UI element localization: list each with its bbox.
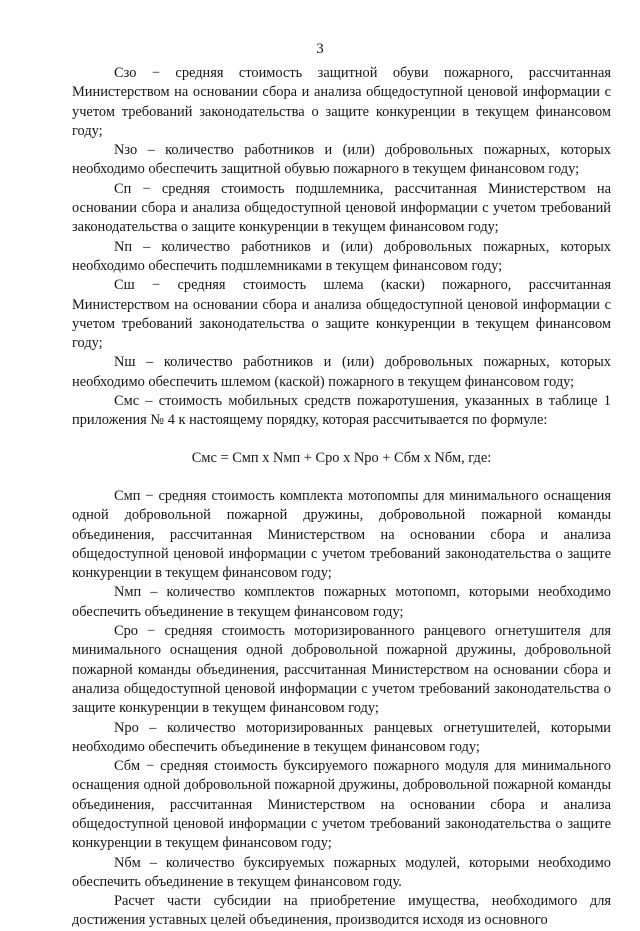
definition-sms [72, 392, 611, 431]
symbol-sbm: Сбм [114, 758, 141, 775]
symbol-nro: Nро [114, 719, 139, 736]
definition-nzo-text: – количество работников и (или) добровольных пожарных, которых необходимо обеспечить защитной обувью пожарного в текущем финансовом году; [72, 142, 611, 178]
symbol-sp: Сп [114, 180, 132, 197]
definition-nsh-text: – количество работников и (или) добровольных пожарных, которых необходимо обеспечить шлемом (каской) пожарного в текущем финансовом году; [72, 354, 611, 390]
symbol-nzo: Nзо [114, 142, 138, 159]
symbol-ssh: Сш [114, 277, 135, 294]
definition-nmp [72, 583, 611, 622]
definition-sro [72, 622, 611, 718]
definition-sbm [72, 757, 611, 853]
definition-ssh-text: − средняя стоимость шлема (каски) пожарного, рассчитанная Министерством на основании сбора и анализа общедоступной ценовой информации с учетом требований законодательства о защите конкуренции в текущем финансовом году; [72, 277, 611, 352]
symbol-nmp: Nмп [114, 584, 142, 601]
definition-ssh [72, 276, 611, 353]
definition-np-text: – количество работников и (или) добровольных пожарных, которых необходимо обеспечить подшлемниками в текущем финансовом году; [72, 238, 611, 274]
document-body [72, 64, 611, 931]
symbol-szo: Сзо [114, 65, 137, 81]
formula-sms: Смс = Смп x Nмп + Сро x Nро + Сбм x Nбм, где: [191, 449, 492, 466]
closing-paragraph: Расчет части субсидии на приобретение имущества, необходимого для достижения уставных целей объединения, производится исходя из основного [72, 893, 611, 929]
symbol-smp: Смп [114, 487, 141, 504]
definition-nsh [72, 353, 611, 392]
definition-smp-text: − средняя стоимость комплекта мотопомпы для минимального оснащения одной добровольной пожарной дружины, добровольной пожарной команды объединения, рассчитанная Министерством на основании сбора и анализа общедоступной ценовой информации с учетом требований законодательства о защите конкуренции в текущем финансовом году; [72, 487, 611, 582]
definition-sro-text: − средняя стоимость моторизированного ранцевого огнетушителя для минимального оснащения одной добровольной пожарной дружины, добровольной пожарной команды объединения, рассчитанная Министерством на основании сбора и анализа общедоступной ценовой информации с учетом требований законодательства о защите конкуренции в текущем финансовом году; [72, 623, 611, 717]
definition-nmp-text: – количество комплектов пожарных мотопомп, которыми необходимо обеспечить объединение в текущем финансовом году; [72, 584, 611, 620]
symbol-sms: Смс [114, 393, 140, 410]
definition-nbm-text: – количество буксируемых пожарных модулей, которыми необходимо обеспечить объединение в текущем финансовом году. [72, 854, 611, 890]
definition-np [72, 238, 611, 277]
symbol-nbm: Nбм [114, 854, 141, 871]
definition-nro [72, 719, 611, 758]
definition-sms-text: – стоимость мобильных средств пожаротушения, указанных в таблице 1 приложения № 4 к настоящему порядку, которая рассчитывается по формуле: [72, 393, 611, 429]
definition-sp [72, 180, 611, 238]
page-number: 3 [316, 41, 324, 57]
symbol-np: Nп [114, 238, 133, 255]
symbol-sro: Сро [114, 623, 138, 640]
definition-sp-text: − средняя стоимость подшлемника, рассчитанная Министерством на основании сбора и анализа общедоступной ценовой информации с учетом требований законодательства о защите конкуренции в текущем финансовом году; [72, 180, 611, 236]
definition-szo [72, 64, 611, 141]
definition-szo-text: − средняя стоимость защитной обуви пожарного, рассчитанная Министерством на основании сбора и анализа общедоступной ценовой информации с учетом требований законодательства о защите конкуренции в текущем финансовом году; [72, 65, 611, 139]
definition-nro-text: – количество моторизированных ранцевых огнетушителей, которыми необходимо обеспечить объединение в текущем финансовом году; [72, 719, 611, 755]
definition-nbm [72, 854, 611, 893]
definition-nzo [72, 141, 611, 180]
symbol-nsh: Nш [114, 354, 136, 371]
definition-smp [72, 487, 611, 583]
definition-sbm-text: − средняя стоимость буксируемого пожарного модуля для минимального оснащения одной добровольной пожарной дружины, добровольной пожарной команды объединения, рассчитанная Министерством на основании сбора и анализа общедоступной ценовой информации с учетом требований законодательства о защите конкуренции в текущем финансовом году; [72, 758, 611, 852]
